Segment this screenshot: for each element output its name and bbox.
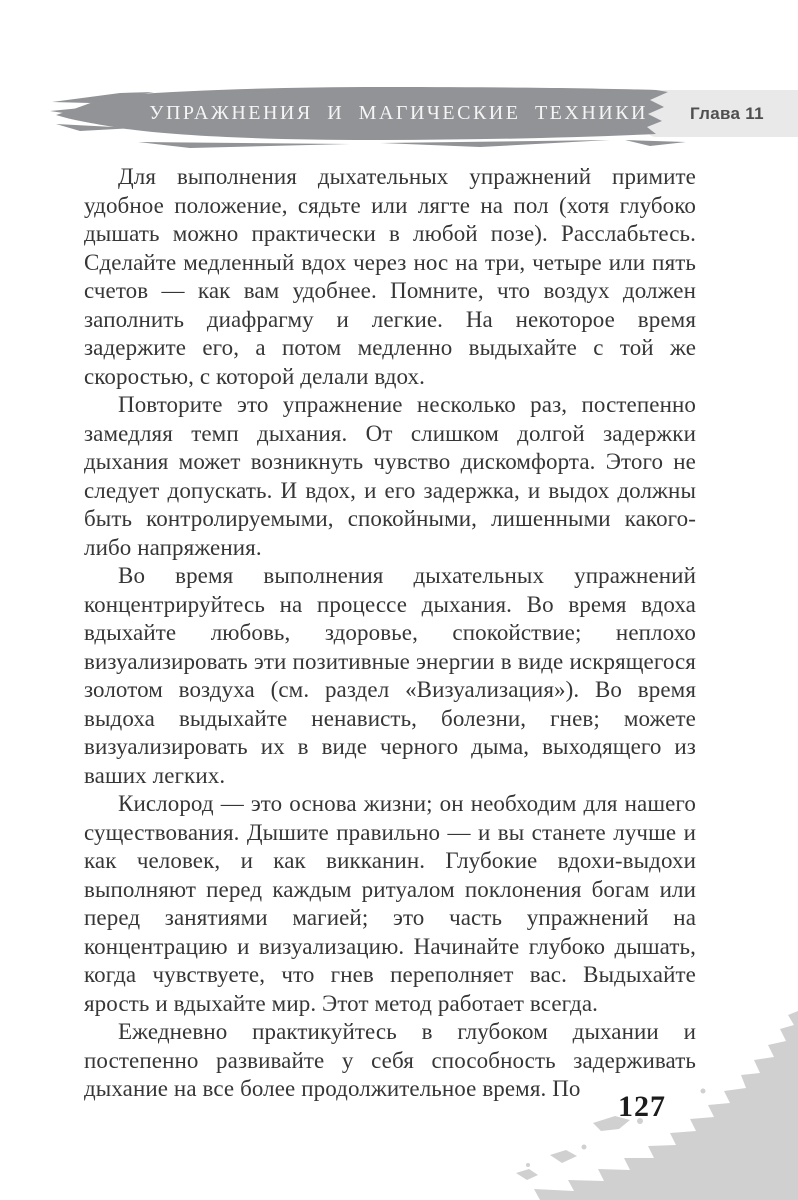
- body-paragraph: Кислород — это основа жизни; он необходим для нашего существования. Дышите правильно — и вы станете лучше и как человек, и как викканин. Глубокие вдохи-выдохи выполняют перед каждым ритуалом поклонения богам или перед занятиями магией; это часть упражнений на концентрацию и визуализацию. Начинайте глубоко дышать, когда чувствуете, что гнев переполняет вас. Выдыхайте ярость и вдыхайте мир. Этот метод работает всегда.: [84, 791, 696, 1016]
- body-paragraph: Ежедневно практикуйтесь в глубоком дыхании и постепенно развивайте у себя способность задерживать дыхание на все более продолжительное время. По: [84, 1019, 696, 1101]
- page-number: 127: [618, 1090, 666, 1123]
- running-header-title: УПРАЖНЕНИЯ И МАГИЧЕСКИЕ ТЕХНИКИ: [149, 102, 648, 124]
- chapter-label: Глава 11: [690, 104, 764, 123]
- body-paragraph: Для выполнения дыхательных упражнений примите удобное положение, сядьте или лягте на пол (хотя глубоко дышать можно практически в любой позе). Расслабьтесь. Сделайте медленный вдох через нос на три, четыре или пять счетов — как вам удобнее. Помните, что воздух должен заполнить диафрагму и легкие. На некоторое время задержите его, а потом медленно выдыхайте с той же скоростью, с которой делали вдох.: [84, 164, 696, 389]
- body-text-block: [84, 163, 696, 1104]
- body-paragraph: Повторите это упражнение несколько раз, постепенно замедляя темп дыхания. От слишком долгой задержки дыхания может возникнуть чувство дискомфорта. Этого не следует допускать. И вдох, и его задержка, и выдох должны быть контролируемыми, спокойными, лишенными какого-либо напряжения.: [84, 392, 696, 560]
- body-paragraph: Во время выполнения дыхательных упражнений концентрируйтесь на процессе дыхания. Во время вдоха вдыхайте любовь, здоровье, спокойствие; неплохо визуализировать эти позитивные энергии в виде искрящегося золотом воздуха (см. раздел «Визуализация»). Во время выдоха выдыхайте ненависть, болезни, гнев; можете визуализировать их в виде черного дыма, выходящего из ваших легких.: [84, 563, 696, 788]
